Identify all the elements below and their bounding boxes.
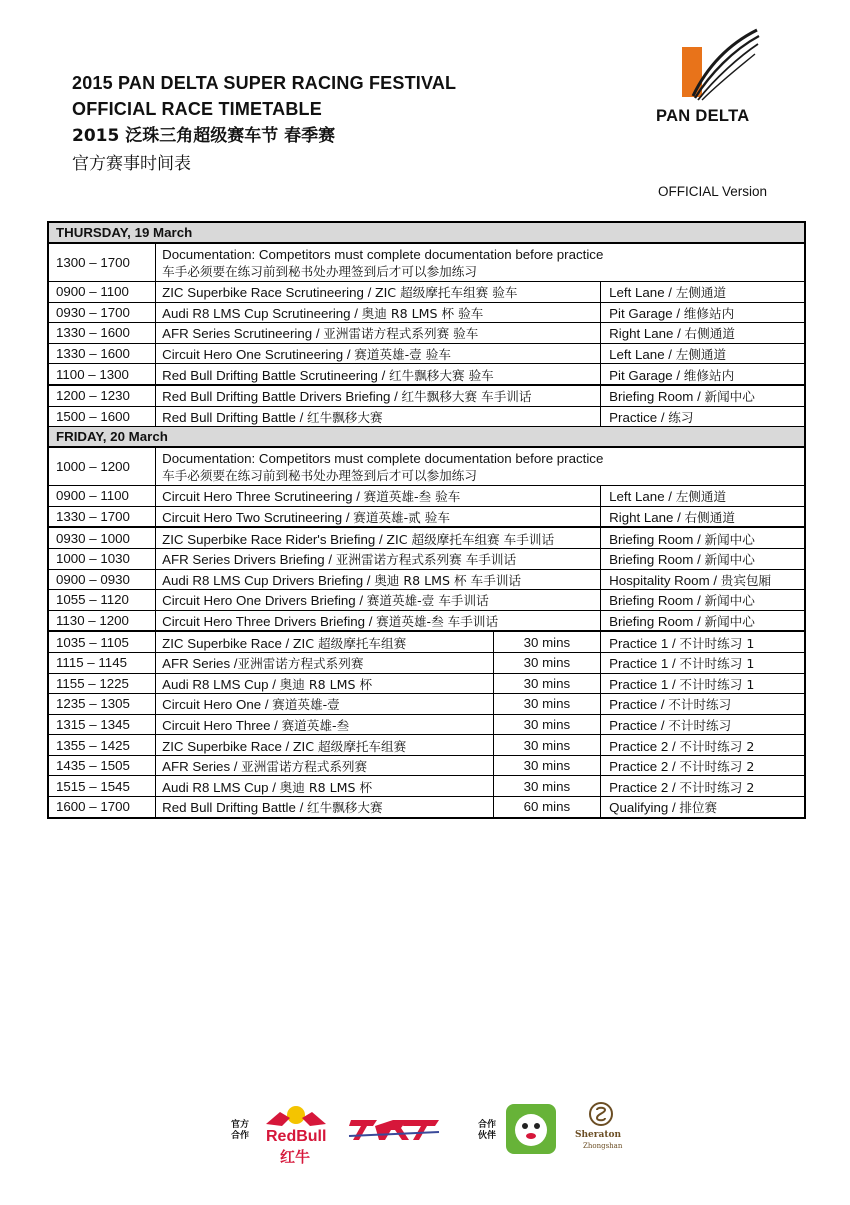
duration-cell	[493, 694, 601, 715]
day-header	[48, 222, 805, 243]
time-text: 1435 – 1505	[56, 758, 130, 774]
time-cell	[48, 385, 156, 406]
event-cn: ZIC 超级摩托车组赛	[292, 738, 407, 754]
time-text: 0900 – 0930	[56, 571, 130, 587]
location-cn: 不计时练习	[668, 717, 732, 733]
time-text: 1055 – 1120	[56, 592, 129, 608]
location-en: Briefing Room /	[609, 531, 705, 547]
location-cn: 新闻中心	[704, 531, 755, 547]
session-row	[48, 673, 805, 694]
location-en: Practice /	[609, 717, 669, 733]
duration-cell	[493, 755, 601, 776]
documentation-row	[48, 243, 805, 282]
location-en: Practice 2 /	[609, 738, 680, 754]
time-cell	[48, 548, 156, 569]
event-cell	[156, 406, 601, 427]
time-text: 1500 – 1600	[56, 408, 130, 424]
location-en: Practice /	[609, 409, 669, 425]
location-cn: 维修站内	[683, 305, 735, 321]
documentation-cell	[156, 447, 805, 486]
event-cell	[156, 323, 601, 344]
time-text: 1155 – 1225	[56, 675, 129, 691]
duration-cell	[493, 673, 601, 694]
table-row	[48, 506, 805, 527]
event-cell	[156, 735, 494, 756]
event-en: Red Bull Drifting Battle Scrutineering /	[162, 367, 390, 383]
table-row	[48, 364, 805, 385]
location-en: Practice 2 /	[609, 759, 680, 775]
location-cell	[601, 755, 805, 776]
location-cn: 右侧通道	[684, 510, 735, 526]
event-cn: 红牛飘移大赛	[306, 800, 383, 816]
location-cn: 左侧通道	[675, 285, 727, 301]
event-cell	[156, 527, 601, 548]
table-row	[48, 323, 805, 344]
location-en: Practice 2 /	[609, 779, 680, 795]
event-cell	[156, 590, 601, 611]
location-cell	[601, 652, 805, 673]
event-cn: 赛道英雄-壹 车手训话	[366, 593, 489, 609]
event-cell	[156, 714, 494, 735]
event-cn: 奥迪 R8 LMS 杯 车手训话	[374, 572, 522, 588]
location-en: Right Lane /	[609, 326, 685, 342]
duration-text: 30 mins	[523, 696, 571, 712]
location-cn: 贵宾包厢	[720, 572, 772, 588]
day-label: THURSDAY, 19 March	[56, 225, 193, 240]
event-en: ZIC Superbike Race Rider's Briefing /	[162, 531, 387, 547]
event-cell	[156, 506, 601, 527]
time-cell	[48, 652, 156, 673]
table-row	[48, 343, 805, 364]
time-text: 1200 – 1230	[56, 388, 130, 404]
event-en: Circuit Hero Two Scrutineering /	[162, 510, 354, 526]
location-cell	[601, 323, 805, 344]
time-text: 1330 – 1600	[56, 325, 130, 341]
location-en: Hospitality Room /	[609, 572, 721, 588]
location-en: Practice /	[609, 697, 669, 713]
time-text: 1330 – 1600	[56, 346, 130, 362]
event-cell	[156, 364, 601, 385]
event-cell	[156, 610, 601, 631]
event-cell	[156, 385, 601, 406]
time-text: 1000 – 1200	[56, 459, 130, 475]
title-cn-2: 官方赛事时间表	[72, 154, 191, 174]
location-cell	[601, 694, 805, 715]
event-cn: 红牛飘移大赛 验车	[389, 367, 494, 383]
day-label: FRIDAY, 20 March	[56, 429, 168, 445]
day-header-row	[48, 222, 805, 243]
event-cell	[156, 631, 494, 652]
location-cell	[601, 343, 805, 364]
location-en: Briefing Room /	[609, 552, 705, 568]
table-row	[48, 548, 805, 569]
day-header	[48, 427, 805, 448]
time-cell	[48, 282, 156, 303]
time-text: 1235 – 1305	[56, 696, 130, 712]
time-cell	[48, 776, 156, 797]
location-cn: 维修站内	[683, 367, 735, 383]
time-text: 1035 – 1105	[56, 634, 129, 650]
location-cn: 新闻中心	[704, 552, 755, 568]
location-en: Left Lane /	[609, 347, 676, 363]
location-cn: 新闻中心	[704, 593, 755, 609]
time-text: 1330 – 1700	[56, 509, 130, 525]
table-row	[48, 486, 805, 507]
event-cell	[156, 776, 494, 797]
location-cn: 不计时练习 2	[679, 738, 755, 754]
official-partner-label	[231, 1120, 249, 1142]
event-cn: 奥迪 R8 LMS 杯	[279, 676, 373, 692]
time-text: 0930 – 1700	[56, 304, 130, 320]
event-cn: 赛道英雄-壹	[272, 697, 340, 713]
location-cell	[601, 776, 805, 797]
location-cn: 右侧通道	[684, 326, 735, 342]
session-row	[48, 735, 805, 756]
time-cell	[48, 343, 156, 364]
location-cell	[601, 282, 805, 303]
location-cell	[601, 385, 805, 406]
location-en: Left Lane /	[609, 489, 676, 505]
event-cn: 亚洲雷诺方程式系列赛	[237, 656, 364, 672]
event-en: Red Bull Drifting Battle /	[162, 800, 307, 816]
documentation-row	[48, 447, 805, 486]
time-cell	[48, 673, 156, 694]
partner-label-line-2: 伙伴	[478, 1131, 497, 1141]
location-cell	[601, 302, 805, 323]
location-cell	[601, 406, 805, 427]
event-cn: 亚洲雷诺方程式系列赛	[241, 759, 368, 775]
location-en: Right Lane /	[609, 510, 685, 526]
sheraton-text: Sheraton	[575, 1130, 622, 1140]
event-cn: 赛道英雄-贰 验车	[353, 510, 450, 526]
event-cell	[156, 302, 601, 323]
table-row	[48, 569, 805, 590]
time-cell	[48, 302, 156, 323]
event-cn: 赛道英雄-叁 车手训话	[376, 614, 499, 630]
table-row	[48, 610, 805, 631]
location-cn: 不计时练习 1	[679, 635, 755, 651]
duration-text: 30 mins	[523, 737, 571, 753]
documentation-en: Documentation: Competitors must complete documentation before practice	[162, 450, 604, 466]
time-text: 1300 – 1700	[56, 255, 130, 270]
documentation-cell	[156, 243, 805, 282]
time-cell	[48, 447, 156, 486]
time-text: 1115 – 1145	[56, 655, 127, 671]
logo-text: PAN DELTA	[656, 107, 750, 125]
event-cn: ZIC 超级摩托车组赛 验车	[374, 285, 518, 301]
location-cell	[601, 364, 805, 385]
session-row	[48, 776, 805, 797]
location-cell	[601, 714, 805, 735]
event-cell	[156, 569, 601, 590]
time-text: 1100 – 1300	[56, 366, 129, 382]
session-row	[48, 652, 805, 673]
event-en: Circuit Hero Three /	[162, 717, 282, 733]
event-en: AFR Series Scrutineering /	[162, 326, 324, 342]
location-cell	[601, 673, 805, 694]
location-cn: 练习	[668, 409, 694, 425]
event-en: Audi R8 LMS Cup /	[162, 779, 280, 795]
time-cell	[48, 323, 156, 344]
time-text: 0930 – 1000	[56, 530, 130, 546]
event-en: ZIC Superbike Race /	[162, 635, 293, 651]
title-block	[72, 70, 456, 178]
time-cell	[48, 506, 156, 527]
time-cell	[48, 569, 156, 590]
location-cn: 不计时练习 2	[679, 759, 755, 775]
location-cn: 左侧通道	[675, 347, 727, 363]
event-cn: 亚洲雷诺方程式系列赛 验车	[323, 326, 479, 342]
time-text: 1130 – 1200	[56, 613, 129, 629]
time-cell	[48, 527, 156, 548]
event-cn: ZIC 超级摩托车组赛 车手训话	[386, 531, 555, 547]
documentation-cn: 车手必须要在练习前到秘书处办理签到后才可以参加练习	[162, 467, 477, 483]
duration-cell	[493, 797, 601, 818]
event-en: AFR Series Drivers Briefing /	[162, 552, 336, 568]
time-cell	[48, 797, 156, 818]
time-cell	[48, 694, 156, 715]
duration-text: 30 mins	[523, 716, 571, 732]
time-cell	[48, 714, 156, 735]
location-cn: 新闻中心	[704, 614, 755, 630]
location-cn: 新闻中心	[704, 389, 755, 405]
location-cell	[601, 506, 805, 527]
green-partner-logo-icon	[506, 1104, 556, 1154]
trt-logo-icon	[347, 1112, 442, 1142]
time-text: 1355 – 1425	[56, 737, 130, 753]
event-en: Audi R8 LMS Cup Drivers Briefing /	[162, 572, 375, 588]
event-cell	[156, 548, 601, 569]
duration-cell	[493, 652, 601, 673]
location-cn: 不计时练习 1	[679, 656, 755, 672]
duration-text: 30 mins	[523, 655, 571, 671]
location-cell	[601, 631, 805, 652]
location-cell	[601, 527, 805, 548]
event-cn: 红牛飘移大赛 车手训话	[401, 389, 532, 405]
location-en: Qualifying /	[609, 800, 680, 816]
location-en: Practice 1 /	[609, 656, 680, 672]
location-cell	[601, 797, 805, 818]
location-en: Briefing Room /	[609, 614, 705, 630]
event-en: Red Bull Drifting Battle Drivers Briefing /	[162, 389, 402, 405]
event-en: Circuit Hero One Scrutineering /	[162, 347, 355, 363]
time-cell	[48, 755, 156, 776]
location-en: Pit Garage /	[609, 367, 684, 383]
time-cell	[48, 735, 156, 756]
sponsor-footer	[0, 1098, 850, 1168]
event-en: Circuit Hero Three Scrutineering /	[162, 489, 364, 505]
event-cell	[156, 486, 601, 507]
event-en: Red Bull Drifting Battle /	[162, 409, 307, 425]
title-en-1: 2015 PAN DELTA SUPER RACING FESTIVAL	[72, 73, 457, 93]
title-cn-1: 2015 泛珠三角超级赛车节 春季赛	[72, 126, 336, 146]
event-cell	[156, 694, 494, 715]
event-cell	[156, 652, 494, 673]
location-cell	[601, 610, 805, 631]
official-label-line-2: 合作	[231, 1131, 250, 1141]
table-row	[48, 406, 805, 427]
timetable	[47, 221, 806, 819]
sheraton-sub: Zhongshan	[583, 1142, 623, 1150]
event-en: Audi R8 LMS Cup Scrutineering /	[162, 305, 362, 321]
location-cn: 排位赛	[679, 800, 718, 816]
location-cn: 左侧通道	[675, 489, 727, 505]
duration-text: 30 mins	[523, 675, 571, 691]
event-en: ZIC Superbike Race Scrutineering /	[162, 285, 375, 301]
location-en: Practice 1 /	[609, 635, 680, 651]
duration-cell	[493, 735, 601, 756]
location-cell	[601, 735, 805, 756]
time-text: 0900 – 1100	[56, 284, 129, 300]
time-cell	[48, 610, 156, 631]
redbull-bulls-icon	[262, 1102, 330, 1130]
duration-cell	[493, 776, 601, 797]
event-en: AFR Series /	[162, 759, 242, 775]
time-text: 1600 – 1700	[56, 799, 130, 815]
location-cell	[601, 590, 805, 611]
table-row	[48, 282, 805, 303]
event-cn: 红牛飘移大赛	[306, 409, 383, 425]
event-en: Circuit Hero One /	[162, 697, 273, 713]
duration-text: 60 mins	[523, 799, 571, 815]
session-row	[48, 631, 805, 652]
documentation-en: Documentation: Competitors must complete documentation before practice	[162, 246, 604, 262]
location-cell	[601, 548, 805, 569]
location-cn: 不计时练习 2	[679, 779, 755, 795]
time-cell	[48, 243, 156, 282]
time-cell	[48, 631, 156, 652]
event-en: Audi R8 LMS Cup /	[162, 676, 280, 692]
session-row	[48, 755, 805, 776]
time-cell	[48, 364, 156, 385]
time-cell	[48, 590, 156, 611]
duration-cell	[493, 631, 601, 652]
time-text: 1000 – 1030	[56, 551, 130, 567]
event-cn: 赛道英雄-壹 验车	[354, 347, 451, 363]
event-cell	[156, 673, 494, 694]
documentation-cn: 车手必须要在练习前到秘书处办理签到后才可以参加练习	[162, 263, 477, 279]
event-en: Circuit Hero One Drivers Briefing /	[162, 593, 367, 609]
time-cell	[48, 486, 156, 507]
duration-cell	[493, 714, 601, 735]
location-en: Left Lane /	[609, 285, 676, 301]
event-cn: 奥迪 R8 LMS 杯	[279, 779, 373, 795]
partner-label	[478, 1120, 496, 1142]
event-en: Circuit Hero Three Drivers Briefing /	[162, 614, 377, 630]
time-text: 1315 – 1345	[56, 716, 130, 732]
location-cell	[601, 486, 805, 507]
event-cn: 赛道英雄-叁	[281, 717, 350, 733]
location-cn: 不计时练习 1	[679, 676, 755, 692]
location-en: Briefing Room /	[609, 389, 705, 405]
official-label-line-1: 官方	[231, 1120, 250, 1130]
time-text: 0900 – 1100	[56, 488, 129, 504]
duration-text: 30 mins	[523, 758, 571, 774]
time-cell	[48, 406, 156, 427]
table-row	[48, 385, 805, 406]
table-row	[48, 302, 805, 323]
session-row	[48, 694, 805, 715]
event-cn: ZIC 超级摩托车组赛	[292, 635, 407, 651]
title-en-2: OFFICIAL RACE TIMETABLE	[72, 99, 322, 119]
event-cell	[156, 343, 601, 364]
session-row	[48, 714, 805, 735]
event-cell	[156, 282, 601, 303]
redbull-logo-cn: 红牛	[280, 1148, 311, 1166]
day-header-row	[48, 427, 805, 448]
time-text: 1515 – 1545	[56, 778, 130, 794]
event-cell	[156, 797, 494, 818]
event-en: AFR Series /	[162, 656, 238, 672]
location-en: Practice 1 /	[609, 676, 680, 692]
table-row	[48, 527, 805, 548]
event-cn: 赛道英雄-叁 验车	[363, 489, 461, 505]
event-cn: 亚洲雷诺方程式系列赛 车手训话	[335, 552, 517, 568]
version-label: OFFICIAL Version	[658, 184, 768, 199]
redbull-logo-text: RedBull	[266, 1128, 327, 1145]
event-cn: 奥迪 R8 LMS 杯 验车	[361, 305, 484, 321]
session-row	[48, 797, 805, 818]
event-en: ZIC Superbike Race /	[162, 738, 293, 754]
table-row	[48, 590, 805, 611]
location-en: Pit Garage /	[609, 305, 684, 321]
duration-text: 30 mins	[523, 634, 571, 650]
event-cell	[156, 755, 494, 776]
partner-label-line-1: 合作	[478, 1120, 497, 1130]
location-cell	[601, 569, 805, 590]
location-cn: 不计时练习	[668, 697, 732, 713]
location-en: Briefing Room /	[609, 593, 705, 609]
duration-text: 30 mins	[523, 778, 571, 794]
